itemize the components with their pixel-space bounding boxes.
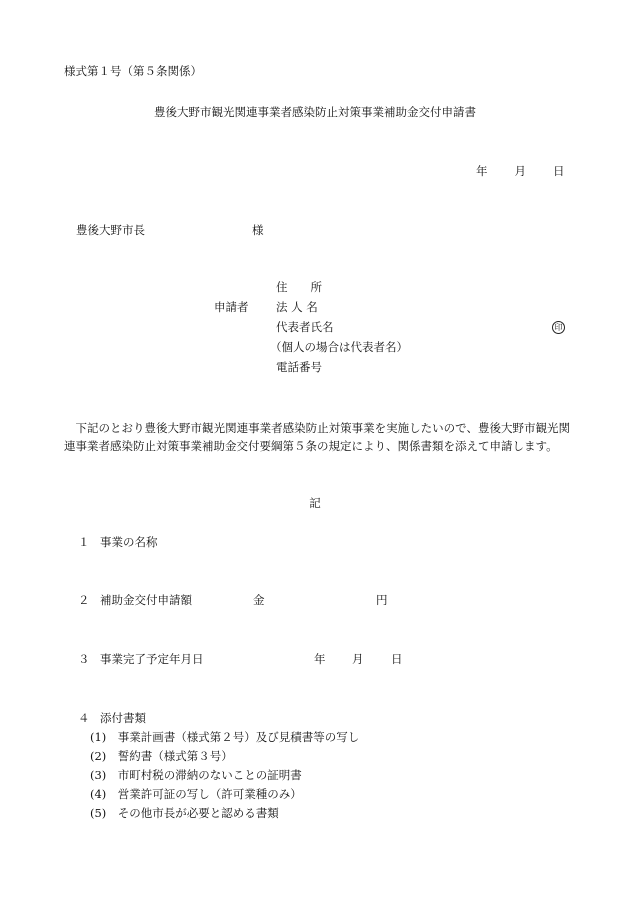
addressee-name: 豊後大野市長	[76, 223, 145, 237]
date-month: 月	[514, 164, 526, 178]
application-date	[476, 166, 565, 178]
date-year: 年	[476, 164, 488, 178]
addressee-honorific: 様	[252, 223, 264, 237]
item-number-2: ２	[78, 593, 90, 607]
seal-mark: 印	[552, 321, 565, 334]
completion-month: 月	[352, 652, 364, 666]
form-number: 様式第１号（第５条関係）	[64, 64, 202, 78]
item-subsidy-amount: 補助金交付申請額	[100, 593, 192, 607]
attachment-item: (1) 事業計画書（様式第２号）及び見積書等の写し	[90, 730, 360, 744]
amount-yen: 円	[376, 593, 388, 607]
applicant-label: 申請者	[214, 300, 249, 314]
document-title: 豊後大野市観光関連事業者感染防止対策事業補助金交付申請書	[154, 105, 476, 119]
attachment-item: (4) 営業許可証の写し（許可業種のみ）	[90, 787, 302, 801]
attachment-item: (2) 誓約書（様式第３号）	[90, 749, 233, 763]
individual-note: （個人の場合は代表者名）	[270, 340, 408, 354]
application-statement: 下記のとおり豊後大野市観光関連事業者感染防止対策事業を実施したいので、豊後大野市観光関連事業者感染防止対策事業補助金交付要綱第５条の規定により、関係書類を添えて申請します。	[64, 421, 570, 453]
item-attachments: 添付書類	[100, 711, 146, 725]
corporation-name-label: 法 人 名	[276, 300, 318, 314]
item-number-1: １	[78, 535, 90, 549]
amount-kin: 金	[253, 593, 265, 607]
phone-label: 電話番号	[276, 360, 322, 374]
item-completion-date: 事業完了予定年月日	[100, 652, 204, 666]
completion-day: 日	[391, 652, 403, 666]
date-day: 日	[553, 164, 565, 178]
address-label: 住 所	[276, 280, 322, 294]
attachment-item: (5) その他市長が必要と認める書類	[90, 806, 279, 820]
completion-year: 年	[314, 652, 326, 666]
item-project-name: 事業の名称	[100, 535, 158, 549]
attachment-item: (3) 市町村税の滞納のないことの証明書	[90, 768, 302, 782]
item-number-3: ３	[78, 652, 90, 666]
item-number-4: ４	[78, 711, 90, 725]
ki-heading: 記	[309, 496, 321, 510]
representative-name-label: 代表者氏名	[276, 320, 334, 334]
